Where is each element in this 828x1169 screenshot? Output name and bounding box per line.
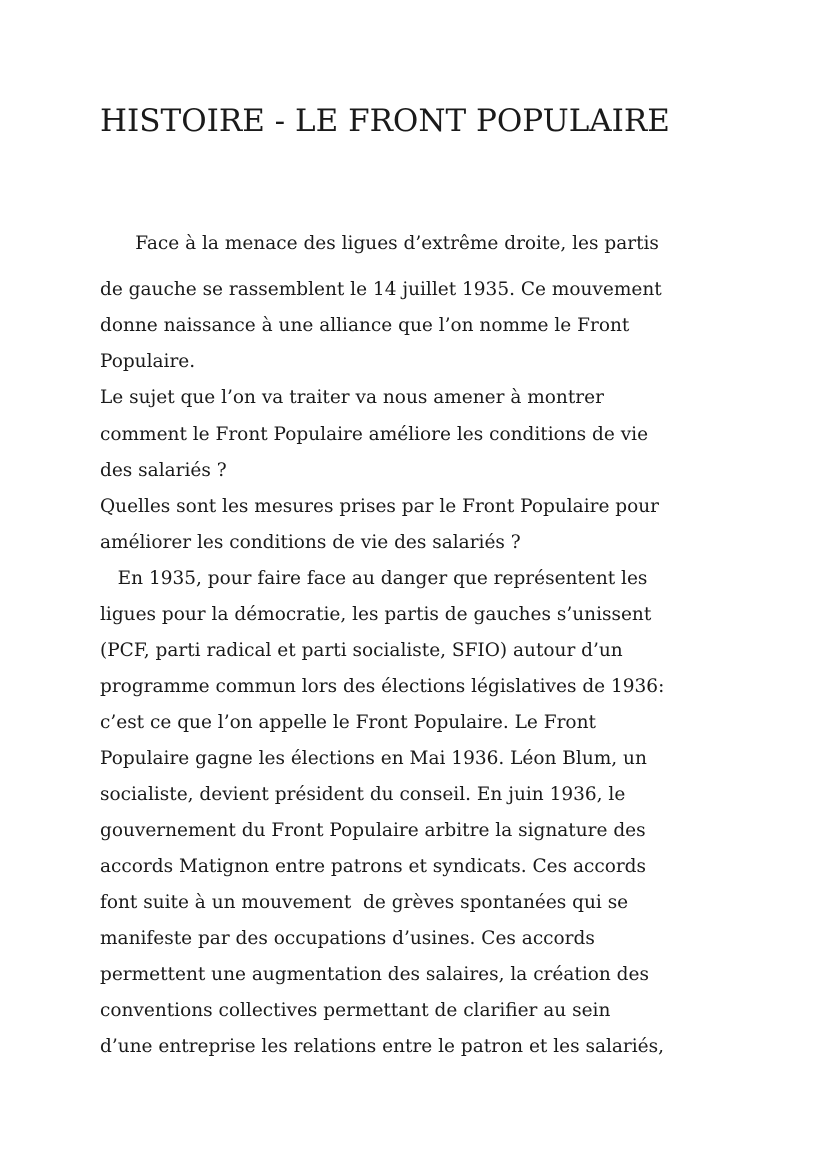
text-line: font suite à un mouvement de grèves spontanées qui se — [100, 892, 629, 913]
text-line: programme commun lors des élections législatives de 1936: — [100, 676, 665, 697]
text-line: des salariés ? — [100, 460, 227, 481]
text-line: accords Matignon entre patrons et syndicats. Ces accords — [100, 856, 647, 877]
text-line: ligues pour la démocratie, les partis de gauches s’unissent — [100, 604, 652, 625]
text-line: de gauche se rassemblent le 14 juillet 1935. Ce mouvement — [100, 279, 662, 300]
text-line: manifeste par des occupations d’usines. Ces accords — [100, 928, 595, 949]
page-title: HISTOIRE - LE FRONT POPULAIRE — [100, 103, 670, 139]
text-line: améliorer les conditions de vie des salariés ? — [100, 532, 521, 553]
text-line: d’une entreprise les relations entre le patron et les salariés, — [100, 1036, 665, 1057]
text-line: permettent une augmentation des salaires, la création des — [100, 964, 649, 985]
text-line: Populaire gagne les élections en Mai 1936. Léon Blum, un — [100, 748, 647, 769]
text-line: Le sujet que l’on va traiter va nous amener à montrer — [100, 387, 604, 408]
text-line: En 1935, pour faire face au danger que représentent les — [100, 568, 648, 589]
text-line: donne naissance à une alliance que l’on nomme le Front — [100, 315, 630, 336]
text-line: (PCF, parti radical et parti socialiste, SFIO) autour d’un — [100, 640, 623, 661]
text-line: Populaire. — [100, 351, 196, 372]
text-line: conventions collectives permettant de clarifier au sein — [100, 1000, 611, 1021]
text-line: comment le Front Populaire améliore les conditions de vie — [100, 424, 649, 445]
text-line: Quelles sont les mesures prises par le Front Populaire pour — [100, 496, 660, 517]
text-line: socialiste, devient président du conseil. En juin 1936, le — [100, 784, 626, 805]
text-line: c’est ce que l’on appelle le Front Populaire. Le Front — [100, 712, 596, 733]
text-line: Face à la menace des ligues d’extrême droite, les partis — [100, 233, 659, 254]
text-line: gouvernement du Front Populaire arbitre la signature des — [100, 820, 646, 841]
